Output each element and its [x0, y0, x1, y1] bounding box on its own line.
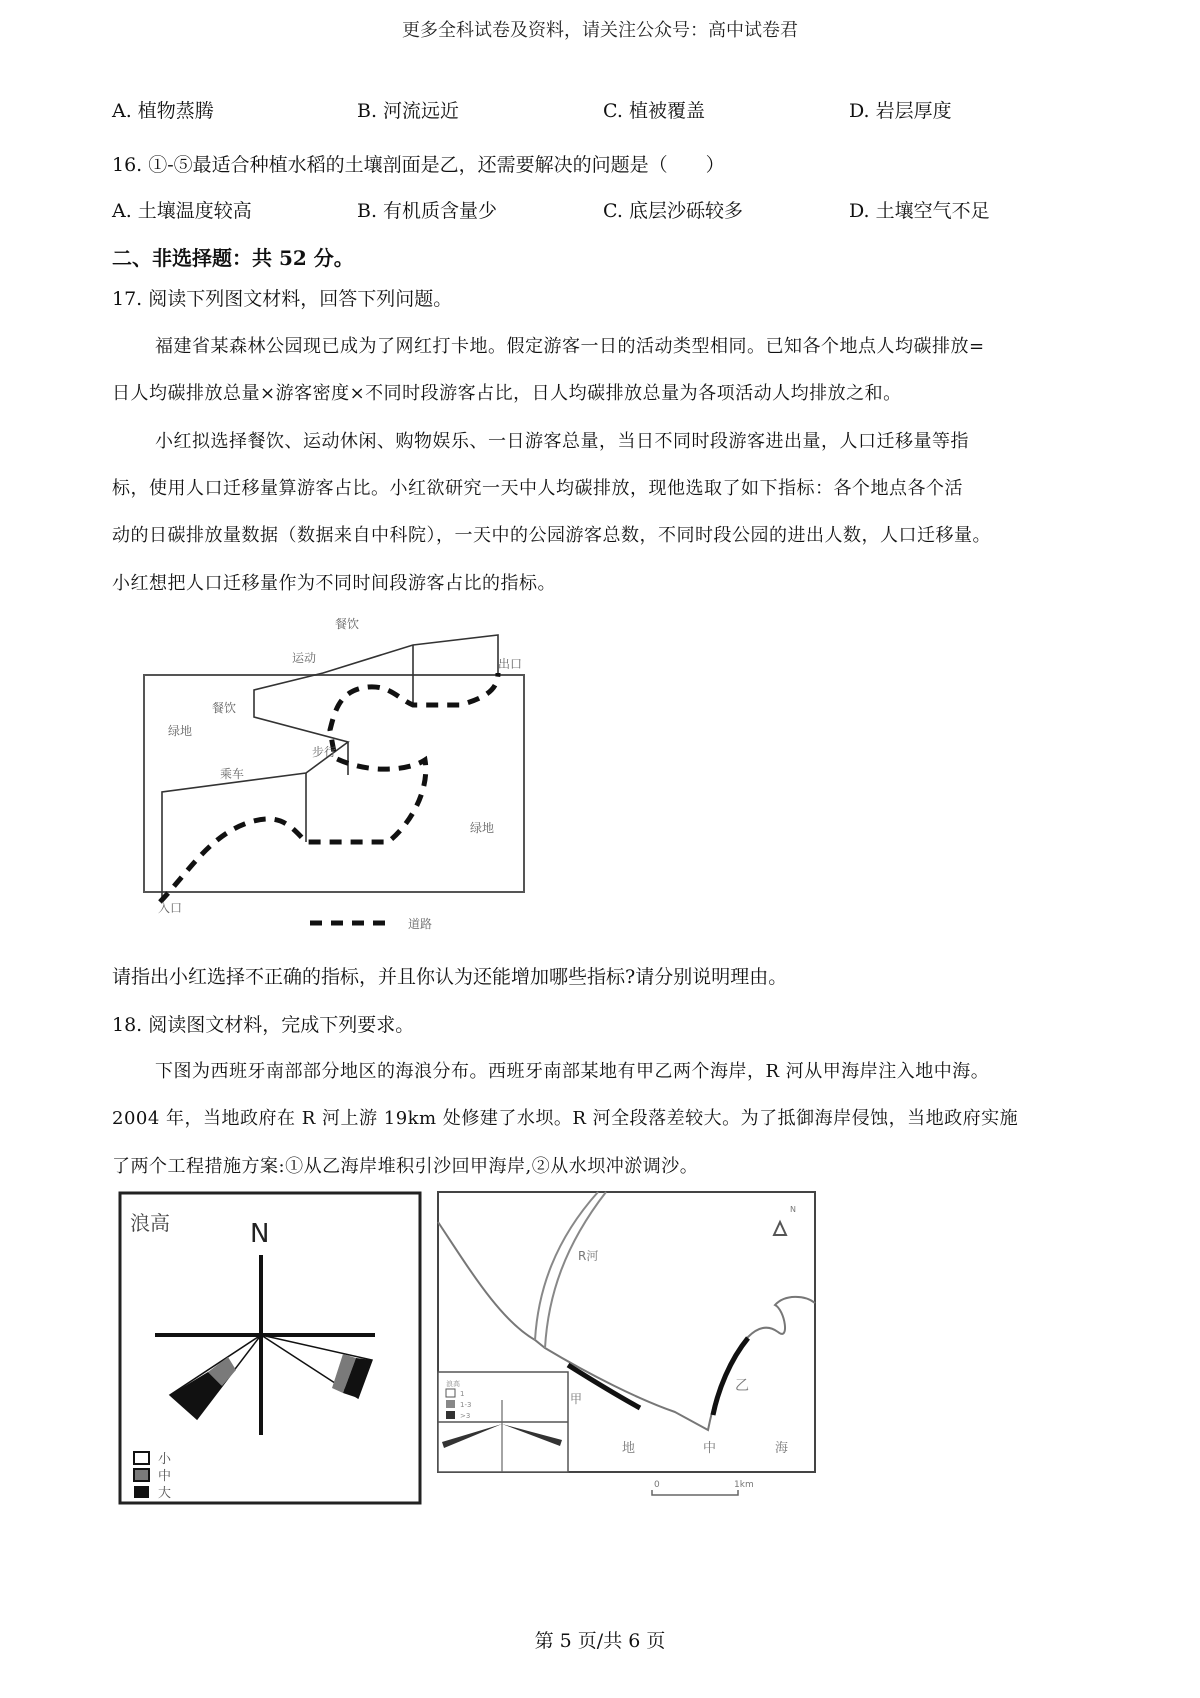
coast-a-label: 甲: [570, 1392, 583, 1406]
scale-bar: [652, 1490, 738, 1495]
legend-swatch-medium: [134, 1469, 149, 1481]
q17-paragraph-line: 日人均碳排放总量×游客密度×不同时段游客占比，日人均碳排放总量为各项活动人均排放之和。: [112, 383, 902, 404]
page-header-banner: 更多全科试卷及资料，请关注公众号：高中试卷君: [402, 20, 798, 41]
inset-legend-label: 1: [460, 1390, 465, 1398]
q16-option-d: D. 土壤空气不足: [849, 200, 990, 222]
q17-paragraph-line: 小红想把人口迁移量作为不同时间段游客占比的指标。: [112, 573, 556, 594]
q15-option-d: D. 岩层厚度: [849, 100, 952, 122]
north-arrow-label: N: [790, 1205, 796, 1214]
legend-label-small: 小: [158, 1452, 172, 1467]
legend-road-label: 道路: [408, 917, 433, 931]
label-greenland-left: 绿地: [168, 724, 193, 738]
inset-legend-label: 1-3: [460, 1401, 472, 1409]
label-greenland-right: 绿地: [470, 821, 495, 835]
q17-paragraph-line: 动的日碳排放量数据（数据来自中科院），一天中的公园游客总数，不同时段公园的进出人数，人口迁移量。: [112, 525, 991, 546]
rose-title: 浪高: [130, 1211, 170, 1235]
label-dining-left: 餐饮: [212, 701, 237, 715]
label-ride: 乘车: [220, 767, 245, 781]
q18-paragraph-line: 了两个工程措施方案:①从乙海岸堆积引沙回甲海岸,②从水坝冲淤调沙。: [112, 1156, 699, 1177]
label-exit: 出口: [498, 657, 523, 671]
legend-label-medium: 中: [158, 1469, 172, 1484]
sea-label-char: 中: [703, 1441, 717, 1456]
inset-legend-swatch: [446, 1389, 455, 1397]
road-dashed-line: [160, 673, 498, 902]
page-number: 第 5 页/共 6 页: [534, 1630, 666, 1652]
q15-option-c: C. 植被覆盖: [603, 100, 705, 122]
q17-paragraph-line: 标，使用人口迁移量算游客占比。小红欲研究一天中人均碳排放，现他选取了如下指标：各个地点各个活: [112, 478, 963, 499]
section-title: 二、非选择题：共 52 分。: [112, 246, 354, 270]
north-label: N: [250, 1219, 270, 1249]
q16-option-b: B. 有机质含量少: [357, 200, 498, 222]
sea-label-char: 海: [775, 1441, 789, 1456]
q18-paragraph-line: 下图为西班牙南部部分地区的海浪分布。西班牙南部某地有甲乙两个海岸，R 河从甲海岸注入地中海。: [155, 1061, 990, 1082]
q17-question: 请指出小红选择不正确的指标，并且你认为还能增加哪些指标?请分别说明理由。: [112, 966, 788, 988]
park-boundary: [144, 675, 524, 892]
q17-stem: 17. 阅读下列图文材料，回答下列问题。: [112, 288, 453, 310]
q15-option-a: A. 植物蒸腾: [112, 100, 214, 122]
inset-legend-label: >3: [460, 1412, 471, 1420]
scale-km: 1km: [734, 1480, 754, 1490]
sea-label-char: 地: [622, 1441, 636, 1456]
q18-paragraph-line: 2004 年，当地政府在 R 河上游 19km 处修建了水坝。R 河全段落差较大。为了抵御海岸侵蚀，当地政府实施: [112, 1108, 1019, 1129]
label-walking: 步行: [312, 745, 337, 759]
river-label: R河: [578, 1249, 599, 1263]
label-entrance: 入口: [158, 901, 183, 915]
legend-label-large: 大: [158, 1486, 172, 1501]
scale-zero: 0: [654, 1480, 660, 1490]
inset-legend-swatch: [446, 1411, 455, 1419]
q16-option-a: A. 土壤温度较高: [112, 200, 252, 222]
q16-option-c: C. 底层沙砾较多: [603, 200, 743, 222]
coast-map: [430, 1190, 830, 1520]
legend-swatch-large: [134, 1486, 149, 1498]
q17-paragraph-line: 小红拟选择餐饮、运动休闲、购物娱乐、一日游客总量，当日不同时段游客进出量，人口迁移量等指: [155, 431, 969, 452]
park-route-map: [130, 610, 550, 940]
q17-paragraph-line: 福建省某森林公园现已成为了网红打卡地。假定游客一日的活动类型相同。已知各个地点人均碳排放=: [155, 336, 985, 357]
inset-legend-swatch: [446, 1400, 455, 1408]
wave-height-rose: [100, 1190, 430, 1520]
label-dining-top: 餐饮: [335, 617, 360, 631]
q18-stem: 18. 阅读图文材料，完成下列要求。: [112, 1014, 415, 1036]
q16-stem: 16. ①-⑤最适合种植水稻的土壤剖面是乙，还需要解决的问题是（ ）: [112, 154, 725, 176]
coast-b-label: 乙: [735, 1378, 749, 1394]
q15-option-b: B. 河流远近: [357, 100, 460, 122]
legend-swatch-small: [134, 1452, 149, 1464]
label-sports: 运动: [292, 651, 317, 665]
inset-title: 浪高: [446, 1380, 460, 1388]
